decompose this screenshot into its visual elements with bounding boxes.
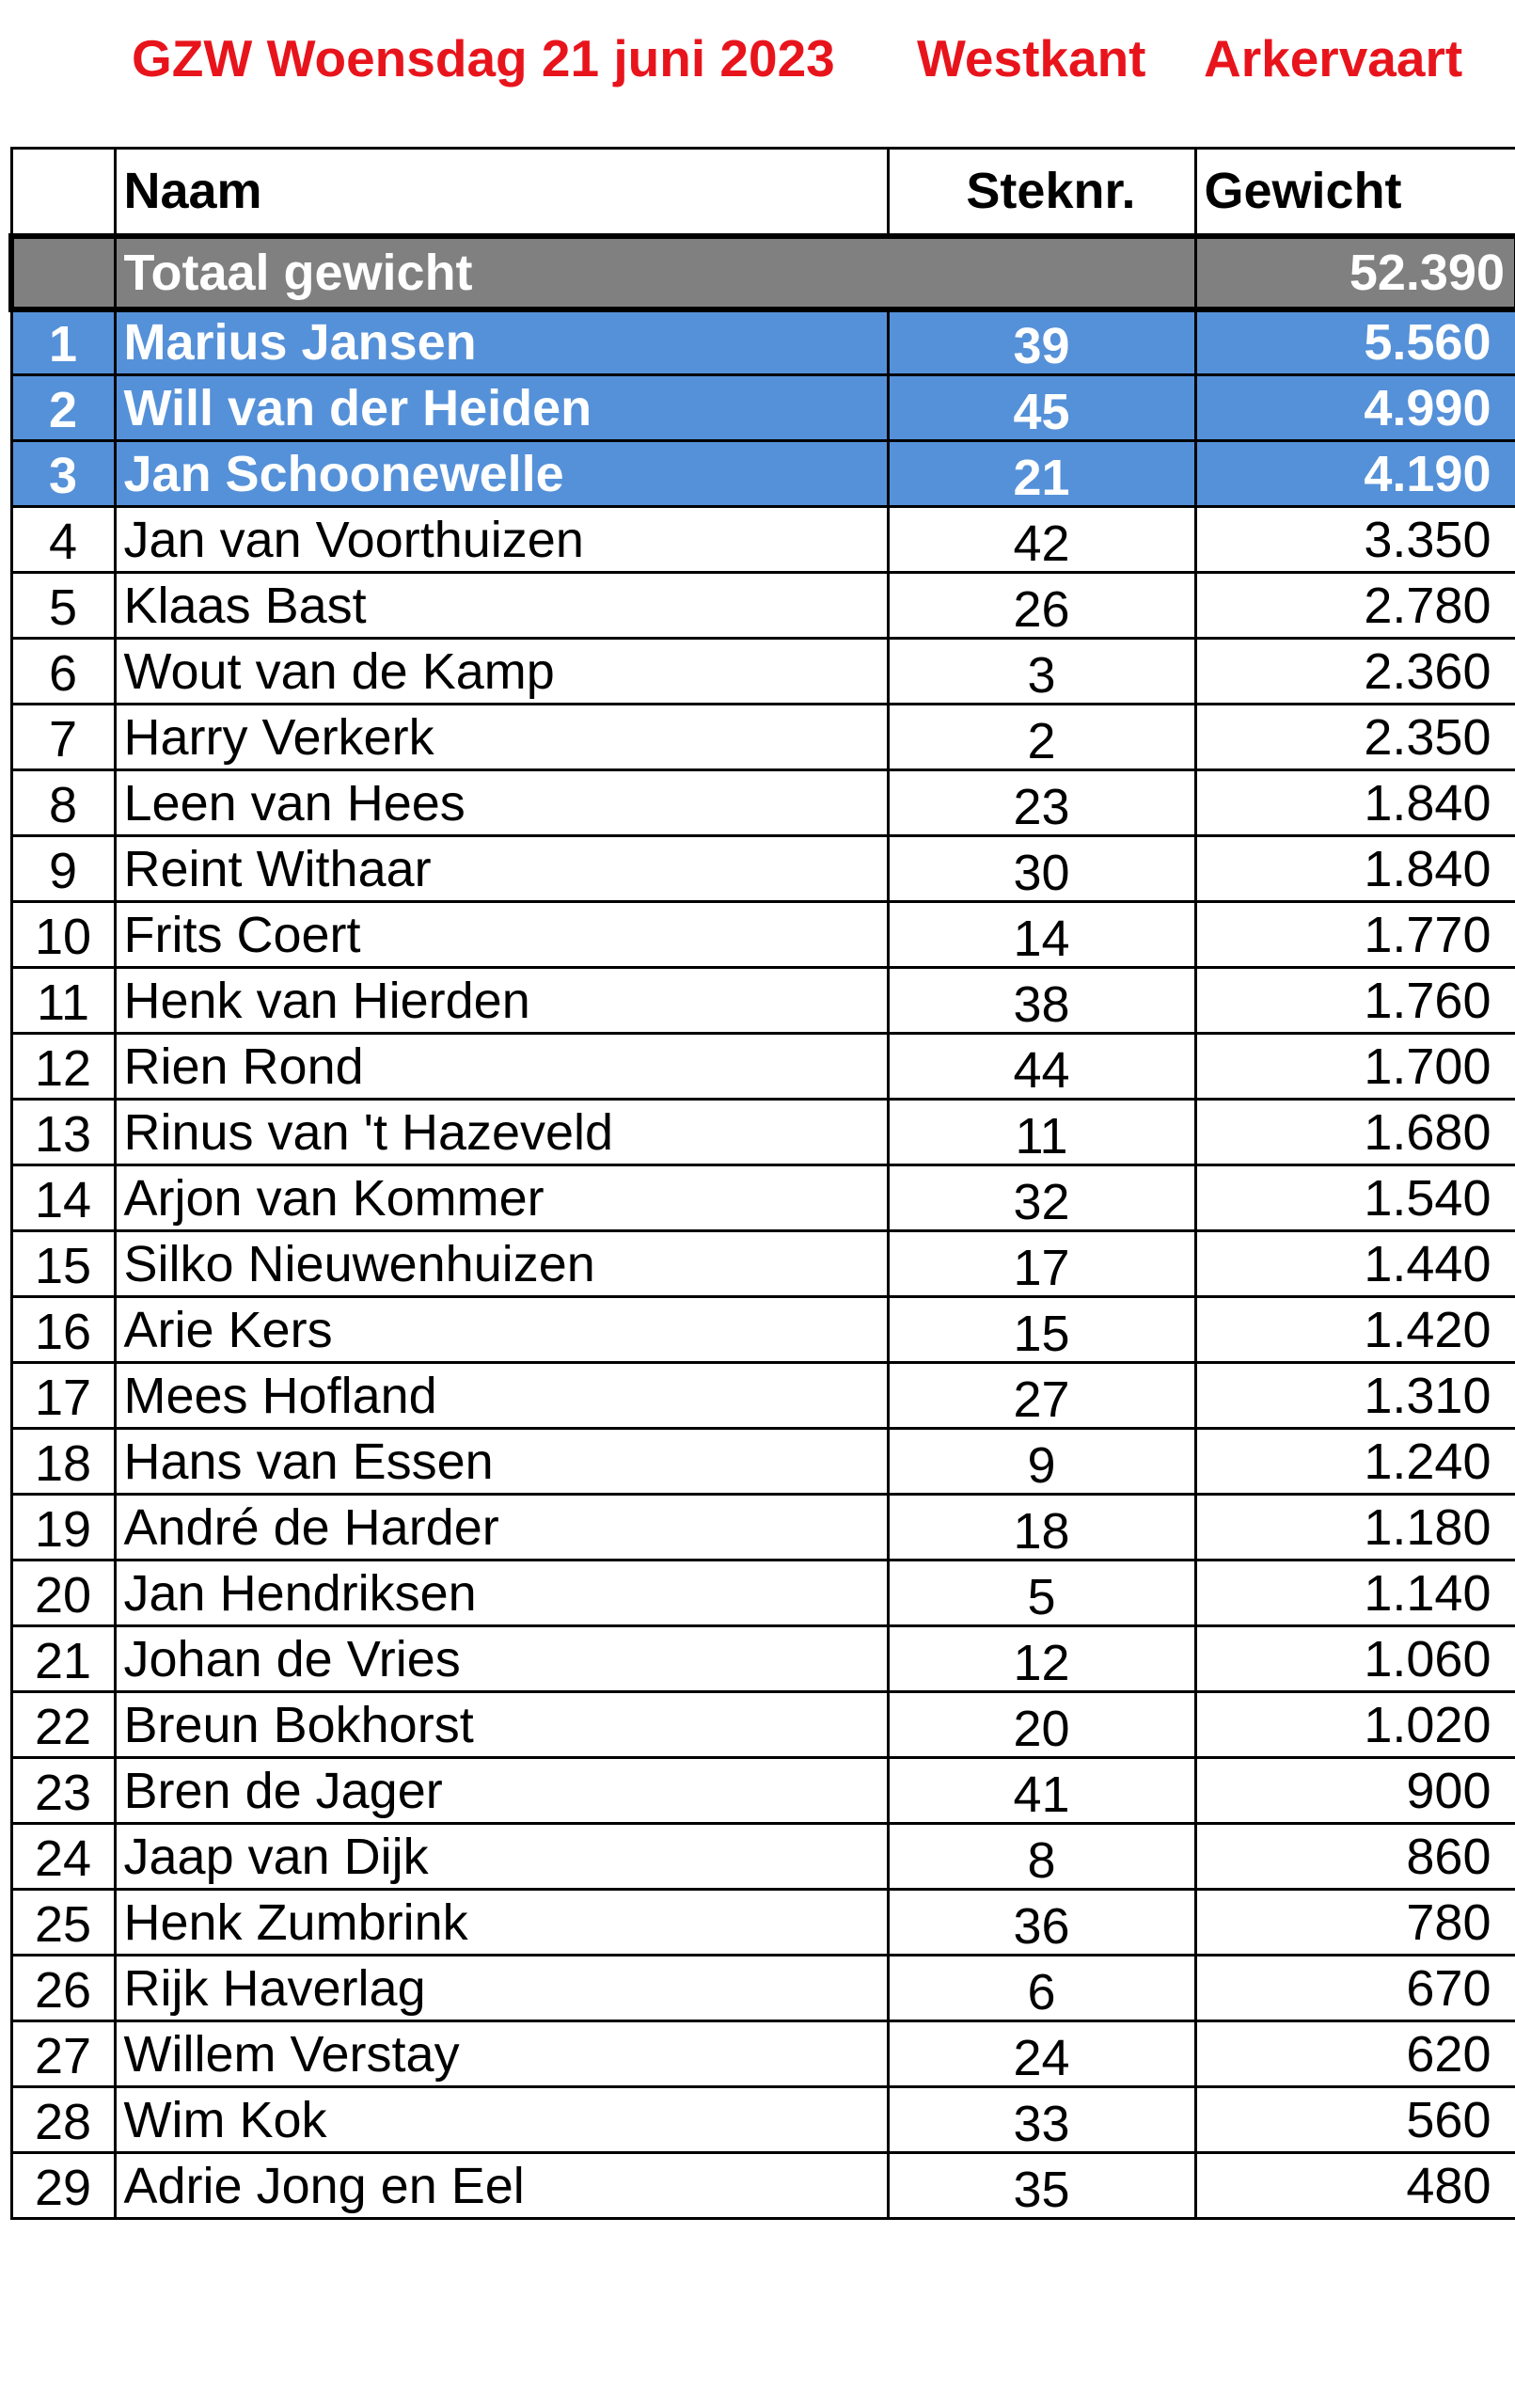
name-cell: Leen van Hees <box>115 770 888 836</box>
name-cell: Rien Rond <box>115 1034 888 1100</box>
table-row <box>11 2021 1515 2087</box>
table-row <box>11 639 1515 705</box>
rank-cell: 25 <box>11 1890 115 1956</box>
page-title <box>0 28 1515 103</box>
steknr-cell: 15 <box>888 1297 1195 1363</box>
name-cell: Wout van de Kamp <box>115 639 888 705</box>
gewicht-cell: 780 <box>1195 1890 1515 1956</box>
gewicht-cell: 2.780 <box>1195 573 1515 639</box>
table-row <box>11 441 1515 507</box>
gewicht-cell: 2.350 <box>1195 705 1515 770</box>
gewicht-cell: 480 <box>1195 2153 1515 2219</box>
rank-cell: 24 <box>11 1824 115 1890</box>
gewicht-cell: 560 <box>1195 2087 1515 2153</box>
rank-cell: 1 <box>11 309 115 375</box>
table-header <box>11 149 1515 236</box>
table-row <box>11 1100 1515 1165</box>
rank-cell: 28 <box>11 2087 115 2153</box>
gewicht-cell: 860 <box>1195 1824 1515 1890</box>
gewicht-cell: 1.770 <box>1195 902 1515 968</box>
gewicht-cell: 1.700 <box>1195 1034 1515 1100</box>
total-spacer <box>11 236 115 309</box>
gewicht-cell: 1.680 <box>1195 1100 1515 1165</box>
name-cell: Bren de Jager <box>115 1758 888 1824</box>
name-cell: Wim Kok <box>115 2087 888 2153</box>
table-row <box>11 1297 1515 1363</box>
steknr-cell: 42 <box>888 507 1195 573</box>
name-cell: Willem Verstay <box>115 2021 888 2087</box>
name-cell: Marius Jansen <box>115 309 888 375</box>
rank-cell: 26 <box>11 1956 115 2021</box>
steknr-cell: 8 <box>888 1824 1195 1890</box>
steknr-cell: 41 <box>888 1758 1195 1824</box>
results-table <box>8 147 1515 2220</box>
name-cell: Reint Withaar <box>115 836 888 902</box>
rank-cell: 4 <box>11 507 115 573</box>
name-cell: Arie Kers <box>115 1297 888 1363</box>
total-row <box>11 236 1515 309</box>
header-steknr: Steknr. <box>888 149 1195 236</box>
table-row <box>11 770 1515 836</box>
name-cell: Jan Hendriksen <box>115 1560 888 1626</box>
rank-cell: 7 <box>11 705 115 770</box>
steknr-cell: 38 <box>888 968 1195 1034</box>
table-row <box>11 1034 1515 1100</box>
name-cell: Hans van Essen <box>115 1429 888 1495</box>
gewicht-cell: 1.240 <box>1195 1429 1515 1495</box>
steknr-cell: 23 <box>888 770 1195 836</box>
name-cell: Mees Hofland <box>115 1363 888 1429</box>
rank-cell: 18 <box>11 1429 115 1495</box>
steknr-cell: 45 <box>888 375 1195 441</box>
steknr-cell: 26 <box>888 573 1195 639</box>
rank-cell: 17 <box>11 1363 115 1429</box>
steknr-cell: 35 <box>888 2153 1195 2219</box>
gewicht-cell: 3.350 <box>1195 507 1515 573</box>
gewicht-cell: 1.020 <box>1195 1692 1515 1758</box>
rank-cell: 11 <box>11 968 115 1034</box>
gewicht-cell: 4.990 <box>1195 375 1515 441</box>
gewicht-cell: 1.840 <box>1195 836 1515 902</box>
name-cell: Henk van Hierden <box>115 968 888 1034</box>
table-row <box>11 902 1515 968</box>
steknr-cell: 32 <box>888 1165 1195 1231</box>
name-cell: Rinus van 't Hazeveld <box>115 1100 888 1165</box>
table-row <box>11 1363 1515 1429</box>
steknr-cell: 12 <box>888 1626 1195 1692</box>
header-num <box>11 149 115 236</box>
name-cell: Klaas Bast <box>115 573 888 639</box>
name-cell: André de Harder <box>115 1495 888 1560</box>
name-cell: Will van der Heiden <box>115 375 888 441</box>
name-cell: Arjon van Kommer <box>115 1165 888 1231</box>
title-event: GZW Woensdag 21 juni 2023 <box>132 29 835 87</box>
name-cell: Johan de Vries <box>115 1626 888 1692</box>
gewicht-cell: 5.560 <box>1195 309 1515 375</box>
steknr-cell: 30 <box>888 836 1195 902</box>
rank-cell: 8 <box>11 770 115 836</box>
table-row <box>11 573 1515 639</box>
table-row <box>11 1890 1515 1956</box>
rank-cell: 21 <box>11 1626 115 1692</box>
name-cell: Henk Zumbrink <box>115 1890 888 1956</box>
gewicht-cell: 1.440 <box>1195 1231 1515 1297</box>
rank-cell: 13 <box>11 1100 115 1165</box>
name-cell: Harry Verkerk <box>115 705 888 770</box>
steknr-cell: 27 <box>888 1363 1195 1429</box>
table-row <box>11 375 1515 441</box>
gewicht-cell: 1.840 <box>1195 770 1515 836</box>
rank-cell: 22 <box>11 1692 115 1758</box>
gewicht-cell: 2.360 <box>1195 639 1515 705</box>
rank-cell: 9 <box>11 836 115 902</box>
steknr-cell: 9 <box>888 1429 1195 1495</box>
gewicht-cell: 1.310 <box>1195 1363 1515 1429</box>
table-row <box>11 1165 1515 1231</box>
table-row <box>11 1626 1515 1692</box>
rank-cell: 29 <box>11 2153 115 2219</box>
steknr-cell: 21 <box>888 441 1195 507</box>
name-cell: Jaap van Dijk <box>115 1824 888 1890</box>
rank-cell: 16 <box>11 1297 115 1363</box>
steknr-cell: 24 <box>888 2021 1195 2087</box>
rank-cell: 10 <box>11 902 115 968</box>
gewicht-cell: 1.760 <box>1195 968 1515 1034</box>
header-gewicht: Gewicht <box>1195 149 1515 236</box>
gewicht-cell: 1.060 <box>1195 1626 1515 1692</box>
table-row <box>11 2153 1515 2219</box>
gewicht-cell: 900 <box>1195 1758 1515 1824</box>
title-side: Westkant <box>917 29 1146 87</box>
rank-cell: 3 <box>11 441 115 507</box>
steknr-cell: 39 <box>888 309 1195 375</box>
rank-cell: 14 <box>11 1165 115 1231</box>
table-row <box>11 705 1515 770</box>
rank-cell: 23 <box>11 1758 115 1824</box>
table-row <box>11 309 1515 375</box>
steknr-cell: 14 <box>888 902 1195 968</box>
name-cell: Frits Coert <box>115 902 888 968</box>
gewicht-cell: 1.540 <box>1195 1165 1515 1231</box>
steknr-cell: 6 <box>888 1956 1195 2021</box>
steknr-cell: 20 <box>888 1692 1195 1758</box>
table-row <box>11 1758 1515 1824</box>
steknr-cell: 3 <box>888 639 1195 705</box>
total-value: 52.390 <box>1195 236 1515 309</box>
table-row <box>11 2087 1515 2153</box>
table-row <box>11 1692 1515 1758</box>
name-cell: Rijk Haverlag <box>115 1956 888 2021</box>
name-cell: Jan van Voorthuizen <box>115 507 888 573</box>
table-row <box>11 1956 1515 2021</box>
rank-cell: 20 <box>11 1560 115 1626</box>
gewicht-cell: 1.420 <box>1195 1297 1515 1363</box>
rank-cell: 2 <box>11 375 115 441</box>
table-row <box>11 1231 1515 1297</box>
rank-cell: 12 <box>11 1034 115 1100</box>
rank-cell: 5 <box>11 573 115 639</box>
table-row <box>11 1824 1515 1890</box>
steknr-cell: 5 <box>888 1560 1195 1626</box>
table-row <box>11 1495 1515 1560</box>
table-row <box>11 1429 1515 1495</box>
rank-cell: 15 <box>11 1231 115 1297</box>
table-row <box>11 507 1515 573</box>
name-cell: Adrie Jong en Eel <box>115 2153 888 2219</box>
steknr-cell: 33 <box>888 2087 1195 2153</box>
steknr-cell: 2 <box>888 705 1195 770</box>
header-naam: Naam <box>115 149 888 236</box>
gewicht-cell: 1.140 <box>1195 1560 1515 1626</box>
steknr-cell: 36 <box>888 1890 1195 1956</box>
table-row <box>11 1560 1515 1626</box>
table-row <box>11 968 1515 1034</box>
name-cell: Breun Bokhorst <box>115 1692 888 1758</box>
table-row <box>11 836 1515 902</box>
name-cell: Silko Nieuwenhuizen <box>115 1231 888 1297</box>
gewicht-cell: 4.190 <box>1195 441 1515 507</box>
rank-cell: 19 <box>11 1495 115 1560</box>
total-label: Totaal gewicht <box>115 236 1195 309</box>
name-cell: Jan Schoonewelle <box>115 441 888 507</box>
steknr-cell: 44 <box>888 1034 1195 1100</box>
title-location: Arkervaart <box>1204 29 1463 87</box>
steknr-cell: 11 <box>888 1100 1195 1165</box>
rank-cell: 27 <box>11 2021 115 2087</box>
rank-cell: 6 <box>11 639 115 705</box>
gewicht-cell: 620 <box>1195 2021 1515 2087</box>
gewicht-cell: 1.180 <box>1195 1495 1515 1560</box>
gewicht-cell: 670 <box>1195 1956 1515 2021</box>
steknr-cell: 18 <box>888 1495 1195 1560</box>
steknr-cell: 17 <box>888 1231 1195 1297</box>
